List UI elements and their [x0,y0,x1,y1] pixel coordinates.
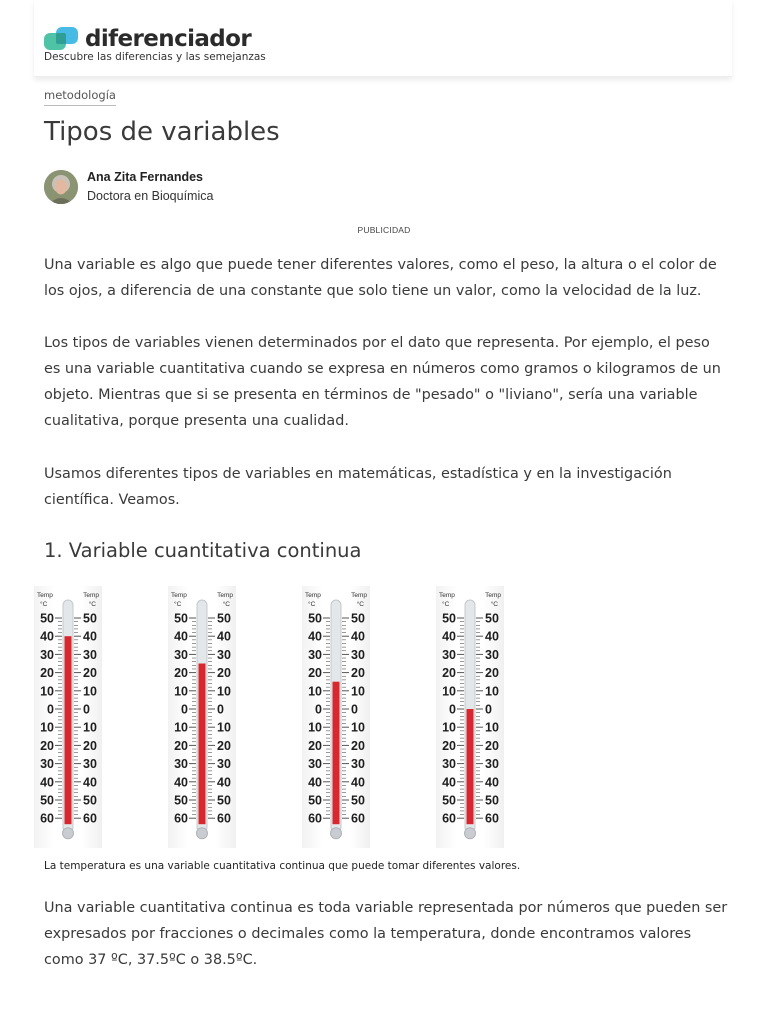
ad-label: PUBLICIDAD [357,225,411,235]
scale-label-left: 40 [174,629,188,644]
scale-label-left: 60 [40,811,54,826]
scale-label-left: 10 [174,720,188,735]
scale-label-left: 10 [308,720,322,735]
scale-label-left: 20 [174,738,188,753]
scale-label-left: 50 [308,793,322,808]
scale-label-right: 10 [485,684,499,699]
thermometer-figure [34,586,514,848]
scale-label-right: 10 [83,720,97,735]
scale-label-right: 50 [485,611,499,626]
thermometer-bulb [197,828,208,839]
scale-label-left: 30 [40,647,54,662]
author-avatar[interactable] [44,170,78,204]
scale-label-left: 60 [442,811,456,826]
scale-label-left: 50 [40,793,54,808]
scale-label-right: 10 [351,720,365,735]
scale-label-left: 30 [442,647,456,662]
scale-unit-label: °C [490,601,498,608]
scale-unit-label: °C [308,601,316,608]
page-title: Tipos de variables [44,117,280,147]
scale-label-right: 60 [351,811,365,826]
scale-label-left: 30 [308,757,322,772]
figure-caption: La temperatura es una variable cuantitativa continua que puede tomar diferentes valores. [44,860,521,872]
scale-label-left: 30 [174,757,188,772]
scale-label-right: 20 [485,666,499,681]
site-header [34,0,732,77]
site-tagline: Descubre las diferencias y las semejanzas [44,51,266,63]
scale-label-right: 60 [83,811,97,826]
scale-label-right: 40 [351,629,365,644]
scale-label-right: 40 [351,775,365,790]
scale-label-right: 50 [83,611,97,626]
scale-label-left: 0 [449,702,456,717]
scale-label-left: 0 [181,702,188,717]
scale-label-right: 30 [351,757,365,772]
scale-unit-label: °C [174,601,182,608]
scale-unit-label: °C [222,601,230,608]
scale-label-left: 30 [442,757,456,772]
scale-label-left: 10 [308,684,322,699]
scale-label-left: 10 [174,684,188,699]
scale-label-right: 60 [217,811,231,826]
thermometer-icon [302,586,370,848]
scale-label-right: 20 [485,738,499,753]
scale-label-left: 50 [174,793,188,808]
scale-label-right: 30 [217,647,231,662]
author-role: Doctora en Bioquímica [87,189,214,203]
scale-label-left: 40 [308,775,322,790]
thermometer-icon [168,586,236,848]
scale-label-left: 10 [40,720,54,735]
author-name[interactable]: Ana Zita Fernandes [87,170,203,184]
scale-label-right: 30 [351,647,365,662]
scale-label-left: 30 [40,757,54,772]
scale-label-left: 20 [174,666,188,681]
scale-unit-label: °C [356,601,364,608]
scale-unit-label: °C [442,601,450,608]
scale-label-right: 50 [351,611,365,626]
scale-label-left: 40 [40,775,54,790]
mercury-column [467,709,474,824]
scale-label-left: 40 [40,629,54,644]
scale-label-right: 50 [217,611,231,626]
scale-label-right: 30 [83,757,97,772]
scale-header-label: Temp [439,592,455,599]
scale-label-right: 0 [351,702,358,717]
paragraph-intro: Una variable es algo que puede tener diferentes valores, como el peso, la altura o el color de los ojos, a diferencia de una constante que solo tiene un valor, como la velocidad de la luz. [44,257,717,299]
scale-label-left: 40 [174,775,188,790]
scale-label-left: 20 [40,738,54,753]
scale-label-right: 40 [485,629,499,644]
scale-label-right: 50 [217,793,231,808]
scale-label-right: 30 [485,647,499,662]
scale-label-left: 20 [442,666,456,681]
scale-label-left: 30 [174,647,188,662]
author-photo [44,170,78,204]
thermometer-bulb [63,828,74,839]
thermometer-bulb [465,828,476,839]
scale-label-left: 50 [442,793,456,808]
scale-label-right: 40 [83,775,97,790]
scale-label-right: 20 [351,666,365,681]
scale-header-label: Temp [485,592,501,599]
scale-label-left: 10 [40,684,54,699]
scale-label-left: 30 [308,647,322,662]
scale-label-left: 20 [308,666,322,681]
scale-label-right: 40 [485,775,499,790]
scale-label-right: 0 [217,702,224,717]
mercury-column [65,636,72,824]
scale-label-left: 50 [308,611,322,626]
thermometer-icon [34,586,102,848]
scale-label-right: 20 [83,738,97,753]
scale-label-right: 10 [217,684,231,699]
scale-label-right: 0 [485,702,492,717]
scale-label-right: 10 [217,720,231,735]
scale-label-right: 30 [217,757,231,772]
scale-header-label: Temp [351,592,367,599]
scale-label-left: 50 [174,611,188,626]
scale-label-right: 10 [83,684,97,699]
section-heading: 1. Variable cuantitativa continua [44,539,362,562]
scale-header-label: Temp [83,592,99,599]
paragraph-continuous: Una variable cuantitativa continua es toda variable representada por números que pueden ser expresados por fracciones o decimales como la temperatura, donde encontramos valores como 37 ºC, 37.5ºC o 38.5ºC. [44,900,728,968]
scale-label-right: 10 [485,720,499,735]
scale-label-right: 40 [217,775,231,790]
site-name[interactable]: diferenciador [85,26,252,52]
scale-label-left: 0 [315,702,322,717]
scale-label-right: 20 [217,666,231,681]
scale-label-right: 50 [83,793,97,808]
scale-label-right: 20 [217,738,231,753]
scale-label-left: 40 [308,629,322,644]
scale-label-left: 10 [442,684,456,699]
scale-unit-label: °C [88,601,96,608]
scale-label-right: 40 [83,629,97,644]
scale-header-label: Temp [171,592,187,599]
scale-label-left: 40 [442,775,456,790]
scale-label-right: 20 [351,738,365,753]
scale-label-left: 40 [442,629,456,644]
scale-header-label: Temp [305,592,321,599]
scale-header-label: Temp [217,592,233,599]
scale-label-right: 0 [83,702,90,717]
mercury-column [199,664,206,825]
scale-label-right: 30 [485,757,499,772]
scale-label-left: 60 [308,811,322,826]
scale-label-right: 10 [351,684,365,699]
scale-label-left: 50 [40,611,54,626]
scale-unit-label: °C [40,601,48,608]
scale-label-right: 30 [83,647,97,662]
mercury-column [333,682,340,825]
thermometer-bulb [331,828,342,839]
scale-label-right: 20 [83,666,97,681]
scale-label-right: 50 [485,793,499,808]
paragraph-types: Los tipos de variables vienen determinados por el dato que representa. Por ejemplo, el peso es una variable cuantitativa cuando se expresa en números como gramos o kilogramos de un objeto. Mientras que si se presenta en términos de "pesado" o "liviano", sería una variable cualitativa, porque presenta una cualidad. [44,335,721,429]
category-link[interactable]: metodología [44,88,116,106]
scale-label-left: 20 [308,738,322,753]
scale-label-left: 20 [40,666,54,681]
paragraph-usage: Usamos diferentes tipos de variables en matemáticas, estadística y en la investigación científica. Veamos. [44,466,672,508]
thermometer-icon [436,586,504,848]
scale-label-left: 10 [442,720,456,735]
scale-label-left: 50 [442,611,456,626]
scale-label-right: 40 [217,629,231,644]
scale-label-left: 20 [442,738,456,753]
speech-bubbles-logo-icon[interactable] [44,26,80,52]
scale-label-left: 60 [174,811,188,826]
scale-label-left: 0 [47,702,54,717]
scale-label-right: 50 [351,793,365,808]
scale-label-right: 60 [485,811,499,826]
scale-header-label: Temp [37,592,53,599]
